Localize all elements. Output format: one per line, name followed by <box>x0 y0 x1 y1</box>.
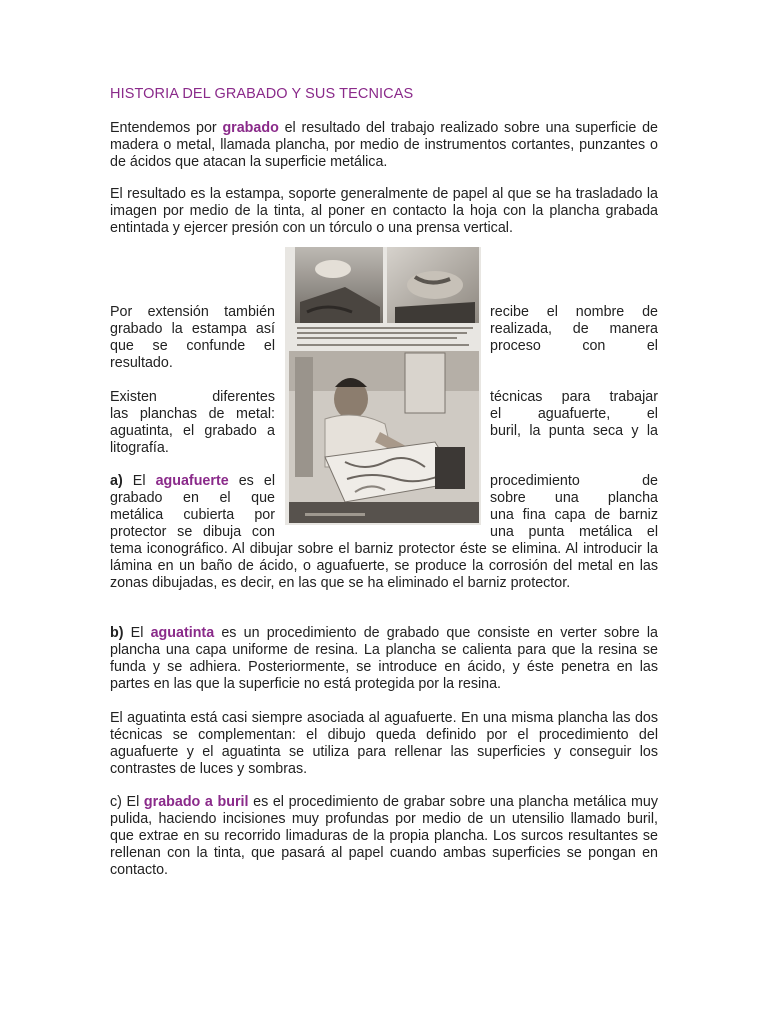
text-line: recibe el nombre de <box>490 304 658 320</box>
column-left <box>110 304 275 372</box>
highlight-term: grabado <box>222 120 279 136</box>
text-line: técnicas para trabajar <box>490 389 658 405</box>
text-line: una fina capa de barniz <box>490 507 658 523</box>
text-line: proceso con el <box>490 338 658 354</box>
text-line: procedimiento de <box>490 473 658 489</box>
column-right <box>490 304 658 355</box>
paragraph-aguatinta-detail: El aguatinta está casi siempre asociada al aguafuerte. En una misma plancha las dos técnicas se complementan: el dibujo queda definido por el procedimiento del aguafuerte y el aguatinta se utiliza para rellenar las superficies y conseguir los contrastes de luces y sombras. <box>110 710 658 777</box>
text: es el <box>228 473 275 489</box>
text-line: aguatinta, el grabado a <box>110 423 275 439</box>
text: El <box>123 625 151 641</box>
document-title: HISTORIA DEL GRABADO Y SUS TECNICAS <box>110 86 414 102</box>
text-line: grabado la estampa así <box>110 321 275 337</box>
text: es el procedimiento de grabar sobre una plancha metálica muy pulida, haciendo incisiones muy profundas por medio de un utensilio llamado buril, que extrae en su recorrido limaduras de la propia plancha. Los surcos resultantes se rellenan con la tinta, que pasará al papel cuando ambas superficies se pongan en contacto. <box>110 794 658 878</box>
list-marker: a) <box>110 473 123 489</box>
text-line: Por extensión también <box>110 304 275 320</box>
highlight-term: grabado a buril <box>143 794 249 810</box>
paragraph-buril <box>110 794 658 879</box>
text-line: sobre una plancha <box>490 490 658 506</box>
text-line: buril, la punta seca y la <box>490 423 658 439</box>
text: c) El <box>110 794 144 810</box>
text-line: Existen diferentes <box>110 389 275 405</box>
paragraph-definition <box>110 120 658 171</box>
text-line <box>110 473 275 490</box>
highlight-term: aguafuerte <box>155 473 229 489</box>
column-right <box>490 473 658 541</box>
text-line: litografía. <box>110 440 169 456</box>
text-line: el aguafuerte, el <box>490 406 658 422</box>
text: es un procedimiento de grabado que consiste en verter sobre la plancha una capa uniforme de resina. La plancha se calienta para que la resina se funda y se adhiera. Posteriormente, se introduce en ácido, y éste penetra en las partes en las que la superficie no está protegida por la resina. <box>110 625 658 692</box>
engraving-photo-image <box>285 247 481 525</box>
highlight-term: aguatinta <box>150 625 215 641</box>
engraving-photo <box>285 247 481 525</box>
paragraph-aguatinta <box>110 625 658 693</box>
text-line: grabado en el que <box>110 490 275 506</box>
column-right <box>490 389 658 440</box>
text-line: una punta metálica el <box>490 524 658 540</box>
text-line: las planchas de metal: <box>110 406 275 422</box>
text: el resultado del trabajo realizado sobre una superficie de madera o metal, llamada plancha, por medio de instrumentos cortantes, punzantes o de ácidos que atacan la superficie metálica. <box>110 120 658 170</box>
column-left <box>110 389 275 457</box>
column-left <box>110 473 275 541</box>
text-line: resultado. <box>110 355 173 371</box>
text-line: protector se dibuja con <box>110 524 275 540</box>
paragraph-aguafuerte-continued: tema iconográfico. Al dibujar sobre el barniz protector éste se elimina. Al introducir la lámina en un baño de ácido, o aguafuerte, se produce la corrosión del metal en las zonas dibujadas, es decir, en las que se ha eliminado el barniz protector. <box>110 541 658 591</box>
text: Entendemos por <box>110 120 223 136</box>
list-marker: b) <box>110 625 124 641</box>
text: El <box>122 473 156 489</box>
text-line: que se confunde el <box>110 338 275 354</box>
paragraph-estampa: El resultado es la estampa, soporte generalmente de papel al que se ha trasladado la imagen por medio de la tinta, al poner en contacto la hoja con la plancha grabada entintada y ejercer presión con un tórculo o una prensa vertical. <box>110 186 658 236</box>
text-line: metálica cubierta por <box>110 507 275 523</box>
text-line: realizada, de manera <box>490 321 658 337</box>
